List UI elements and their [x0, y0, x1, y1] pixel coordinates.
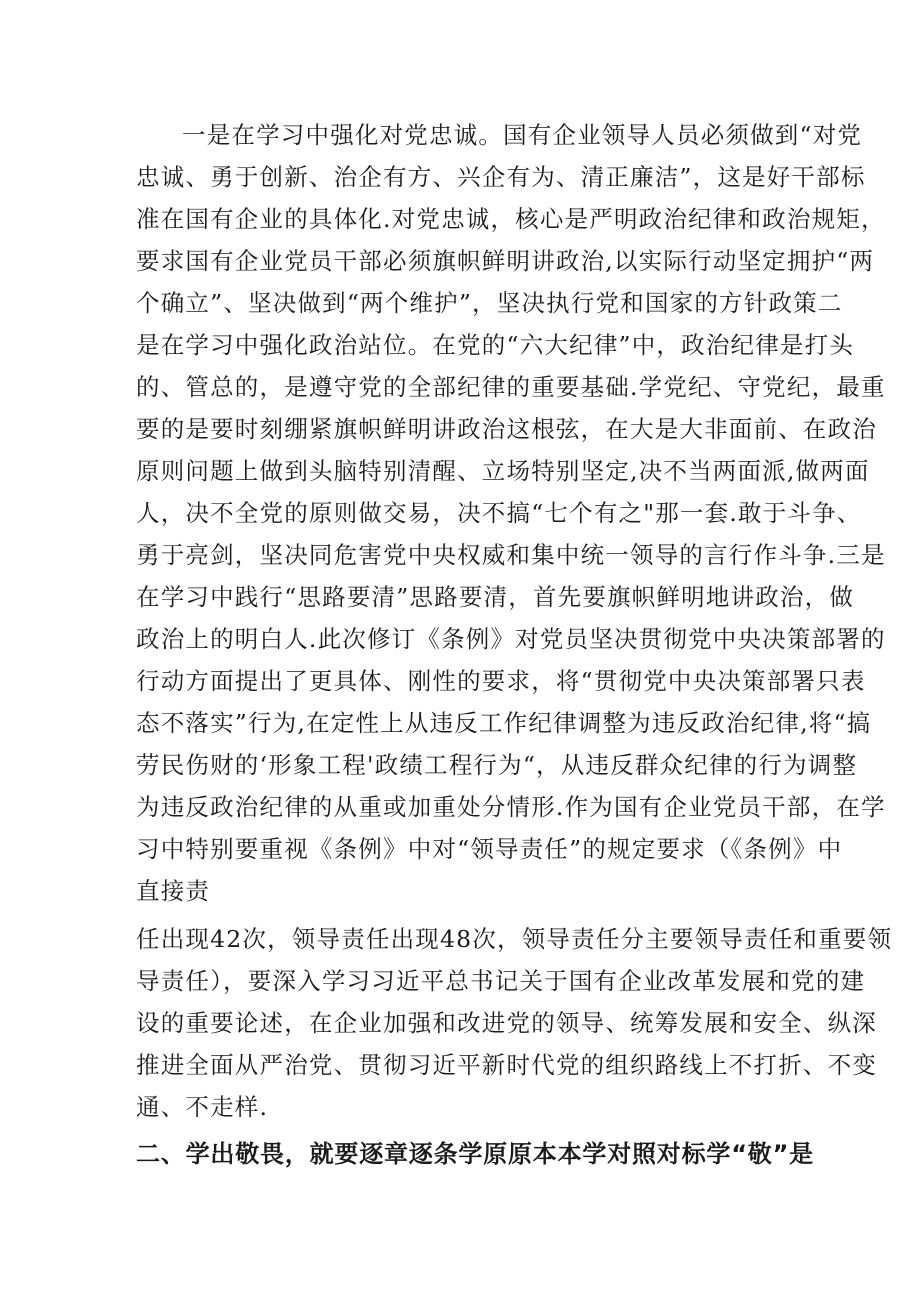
paragraph-line: 忠诚、勇于创新、治企有方、兴企有为、清正廉洁”，这是好干部标	[136, 163, 866, 191]
section-heading: 二、学出敬畏，就要逐章逐条学原原本本学对照对标学“敬”是	[136, 1140, 814, 1168]
paragraph-line: 的、管总的，是遵守党的全部纪律的重要基础.学党纪、守党纪，最重	[136, 373, 886, 401]
paragraph-line: 勇于亮剑，坚决同危害党中央权威和集中统一领导的言行作斗争.三是	[136, 541, 886, 569]
paragraph-line: 行动方面提出了更具体、刚性的要求，将“贯彻党中央决策部署只表	[136, 667, 866, 695]
paragraph-line: 是在学习中强化政治站位。在党的“六大纪律”中，政治纪律是打头	[136, 331, 855, 359]
paragraph-line: 习中特别要重视《条例》中对“领导责任”的规定要求（《条例》中	[136, 835, 843, 863]
paragraph-line: 直接责	[136, 877, 211, 905]
paragraph-line: 导责任），要深入学习习近平总书记关于国有企业改革发展和党的建	[136, 967, 866, 995]
paragraph-line: 一是在学习中强化对党忠诚。国有企业领导人员必须做到“对党	[182, 121, 863, 149]
paragraph-line: 通、不走样.	[136, 1093, 269, 1121]
paragraph-line: 在学习中践行“思路要清”思路要清，首先要旗帜鲜明地讲政治，做	[136, 583, 855, 611]
paragraph-line: 要求国有企业党员干部必须旗帜鲜明讲政治,以实际行动坚定拥护“两	[136, 247, 875, 275]
paragraph-line: 原则问题上做到头脑特别清醒、立场特别坚定,决不当两面派,做两面	[136, 457, 870, 485]
paragraph-line: 设的重要论述，在企业加强和改进党的领导、统筹发展和安全、纵深	[136, 1009, 877, 1037]
paragraph-line: 准在国有企业的具体化.对党忠诚，核心是严明政治纪律和政治规矩，	[136, 205, 886, 233]
paragraph-line: 人，决不全党的原则做交易，决不搞“七个有之"那一套.敢于斗争、	[136, 499, 862, 527]
paragraph-line: 要的是要时刻绷紧旗帜鲜明讲政治这根弦，在大是大非面前、在政治	[136, 415, 877, 443]
paragraph-line: 为违反政治纪律的从重或加重处分情形.作为国有企业党员干部，在学	[136, 793, 886, 821]
paragraph-line: 任出现42次，领导责任出现48次，领导责任分主要领导责任和重要领	[136, 925, 893, 953]
paragraph-line: 劳民伤财的‘形象工程'政绩工程行为“，从违反群众纪律的行为调整	[136, 751, 858, 779]
paragraph-line: 态不落实”行为,在定性上从违反工作纪律调整为违反政治纪律,将“搞	[136, 709, 872, 737]
paragraph-line: 政治上的明白人.此次修订《条例》对党员坚决贯彻党中央决策部署的	[136, 625, 886, 653]
paragraph-line: 推进全面从严治党、贯彻习近平新时代党的组织路线上不打折、不变	[136, 1051, 877, 1079]
paragraph-line: 个确立”、坚决做到“两个维护”，坚决执行党和国家的方针政策二	[136, 289, 843, 317]
